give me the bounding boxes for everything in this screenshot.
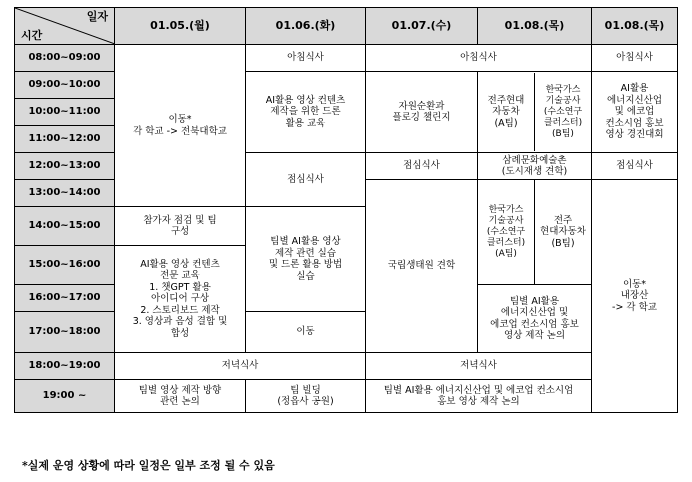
cell-line: 활용 교육 xyxy=(285,117,326,129)
thu-hyundai-a-cell xyxy=(478,73,535,151)
time-label: 19:00 ~ xyxy=(15,380,115,413)
cell-line: 영상 제작 논의 xyxy=(503,330,566,341)
tue-move-cell: 이동 xyxy=(246,312,366,353)
cell-line: AI활용 xyxy=(620,83,649,95)
cell-line: -> 각 학교 xyxy=(612,301,657,313)
wed-thu-team-discussion-cell xyxy=(366,380,592,413)
thu-split-afternoon xyxy=(478,180,592,285)
cell-line: (수소연구 xyxy=(543,106,583,117)
cell-line: 및 에코업 xyxy=(614,106,655,118)
time-label: 10:00~11:00 xyxy=(15,99,115,126)
cell-line: 자원순환과 xyxy=(398,100,445,112)
cell-line: 제작을 위한 드론 xyxy=(270,106,341,118)
day-header-fri: 01.08.(목) xyxy=(592,8,678,45)
time-row xyxy=(15,380,678,413)
tue-team-practice-cell xyxy=(246,207,366,312)
wed-thu-breakfast-cell: 아침식사 xyxy=(366,45,592,72)
time-label: 18:00~19:00 xyxy=(15,353,115,380)
tue-team-building-cell xyxy=(246,380,366,413)
cell-line: 에너지신산업 및 xyxy=(500,307,569,318)
cell-line: 홍보 영상 제작 논의 xyxy=(437,396,520,407)
fri-breakfast-cell: 아침식사 xyxy=(592,45,678,72)
cell-line: (A팀) xyxy=(495,248,517,259)
cell-line: (A팀) xyxy=(494,117,518,129)
cell-line: (B팀) xyxy=(551,237,575,249)
cell-line: 이동* xyxy=(168,114,192,125)
cell-line: 및 드론 활용 방법 xyxy=(268,259,343,270)
tue-lunch-cell: 점심식사 xyxy=(246,153,366,207)
thu-split-morning xyxy=(478,72,592,153)
cell-line: 전주 xyxy=(553,214,573,226)
cell-line: (정읍사 공원) xyxy=(277,396,334,407)
day-header-thu: 01.08.(목) xyxy=(478,8,592,45)
time-label: 08:00~09:00 xyxy=(15,45,115,72)
cell-line: 한국가스 xyxy=(488,204,524,215)
cell-line: 제작 관련 실습 xyxy=(274,247,337,259)
mon-move-cell xyxy=(115,45,246,207)
fri-lunch-cell: 점심식사 xyxy=(592,153,678,180)
schedule-sheet xyxy=(14,7,678,413)
cell-line: 각 학교 -> 전북대학교 xyxy=(133,125,227,137)
day-header-wed: 01.07.(수) xyxy=(366,8,478,45)
thu-team-discussion-cell xyxy=(478,285,592,353)
header-corner xyxy=(15,8,115,45)
cell-line: AI활용 영상 컨텐츠 xyxy=(140,258,220,270)
cell-line: 클러스터) xyxy=(486,237,526,248)
time-row xyxy=(15,353,678,380)
time-label: 11:00~12:00 xyxy=(15,126,115,153)
cell-line: (수소연구 xyxy=(486,226,526,237)
thu-split-row xyxy=(478,180,591,284)
mon-tue-dinner-cell: 저녁식사 xyxy=(115,353,366,380)
mon-ai-edu-cell xyxy=(115,246,246,353)
cell-line: 이동* xyxy=(622,278,647,290)
cell-line: 기술공사 xyxy=(488,215,524,226)
wed-challenge-cell xyxy=(366,72,478,153)
cell-line: 플로깅 챌린지 xyxy=(392,112,451,123)
time-label: 12:00~13:00 xyxy=(15,153,115,180)
cell-line: 3. 영상과 음성 결합 및 xyxy=(132,316,228,328)
cell-line: AI활용 영상 컨텐츠 xyxy=(265,94,346,106)
cell-line: 팀별 AI활용 영상 xyxy=(270,236,341,247)
cell-line: 아이디어 구상 xyxy=(150,293,210,305)
header-row xyxy=(15,8,678,45)
time-row xyxy=(15,72,678,99)
cell-line: 참가자 점검 및 팀 xyxy=(143,214,217,226)
thu-samrye-cell xyxy=(478,153,592,180)
cell-line: 컨소시엄 홍보 xyxy=(605,117,664,129)
fri-move-cell xyxy=(592,180,678,413)
time-label: 16:00~17:00 xyxy=(15,285,115,312)
mon-team-direction-cell xyxy=(115,380,246,413)
cell-line: 관련 논의 xyxy=(160,396,200,407)
cell-line: 클러스터) xyxy=(543,117,583,128)
cell-line: 에코업 컨소시엄 홍보 xyxy=(490,318,579,330)
cell-line: 팀별 AI활용 xyxy=(509,295,560,307)
wed-wetland-cell: 국립생태원 견학 xyxy=(366,180,478,353)
cell-line: (B팀) xyxy=(552,128,574,139)
mon-check-cell xyxy=(115,207,246,246)
time-label: 17:00~18:00 xyxy=(15,312,115,353)
cell-line: 1. 챗GPT 활용 xyxy=(149,281,211,293)
thu-hyundai-b-cell xyxy=(535,180,591,284)
time-label: 15:00~16:00 xyxy=(15,246,115,285)
time-label: 09:00~10:00 xyxy=(15,72,115,99)
time-label: 13:00~14:00 xyxy=(15,180,115,207)
tue-breakfast-cell: 아침식사 xyxy=(246,45,366,72)
corner-time-label: 시간 xyxy=(21,28,43,42)
cell-line: (도시재생 견학) xyxy=(501,166,568,177)
cell-line: 팀별 AI활용 에너지신산업 및 에코업 컨소시엄 xyxy=(383,384,574,396)
wed-thu-dinner-cell: 저녁식사 xyxy=(366,353,592,380)
cell-line: 전주현대 xyxy=(487,94,525,106)
cell-line: 실습 xyxy=(296,270,315,282)
cell-line: 팀 빌딩 xyxy=(290,384,321,396)
cell-line: 내장산 xyxy=(620,290,649,302)
cell-line: 구성 xyxy=(170,226,190,237)
cell-line: 현대자동차 xyxy=(540,226,586,238)
schedule-table xyxy=(14,7,678,413)
cell-line: 한국가스 xyxy=(545,84,581,95)
thu-split-row xyxy=(478,73,591,151)
cell-line: 자동차 xyxy=(492,106,520,118)
time-label: 14:00~15:00 xyxy=(15,207,115,246)
fri-contest-cell xyxy=(592,72,678,153)
cell-line: 전문 교육 xyxy=(160,270,200,282)
cell-line: 합성 xyxy=(170,327,190,339)
thu-kogas-a-cell xyxy=(478,180,535,284)
time-row xyxy=(15,153,678,180)
wed-lunch-cell: 점심식사 xyxy=(366,153,478,180)
cell-line: 2. 스토리보드 제작 xyxy=(140,304,220,316)
day-header-tue: 01.06.(화) xyxy=(246,8,366,45)
cell-line: 기술공사 xyxy=(545,95,581,106)
cell-line: 삼례문화예술촌 xyxy=(502,154,567,166)
cell-line: 팀별 영상 제작 방향 xyxy=(138,384,222,396)
thu-kogas-b-cell xyxy=(535,73,591,151)
tue-ai-edu-cell xyxy=(246,72,366,153)
time-row xyxy=(15,45,678,72)
corner-date-label: 일자 xyxy=(86,10,108,23)
cell-line: 영상 경진대회 xyxy=(605,129,664,141)
day-header-mon: 01.05.(월) xyxy=(115,8,246,45)
footnote: *실제 운영 상황에 따라 일정은 일부 조정 될 수 있음 xyxy=(22,459,275,472)
cell-line: 에너지신산업 xyxy=(606,94,663,106)
